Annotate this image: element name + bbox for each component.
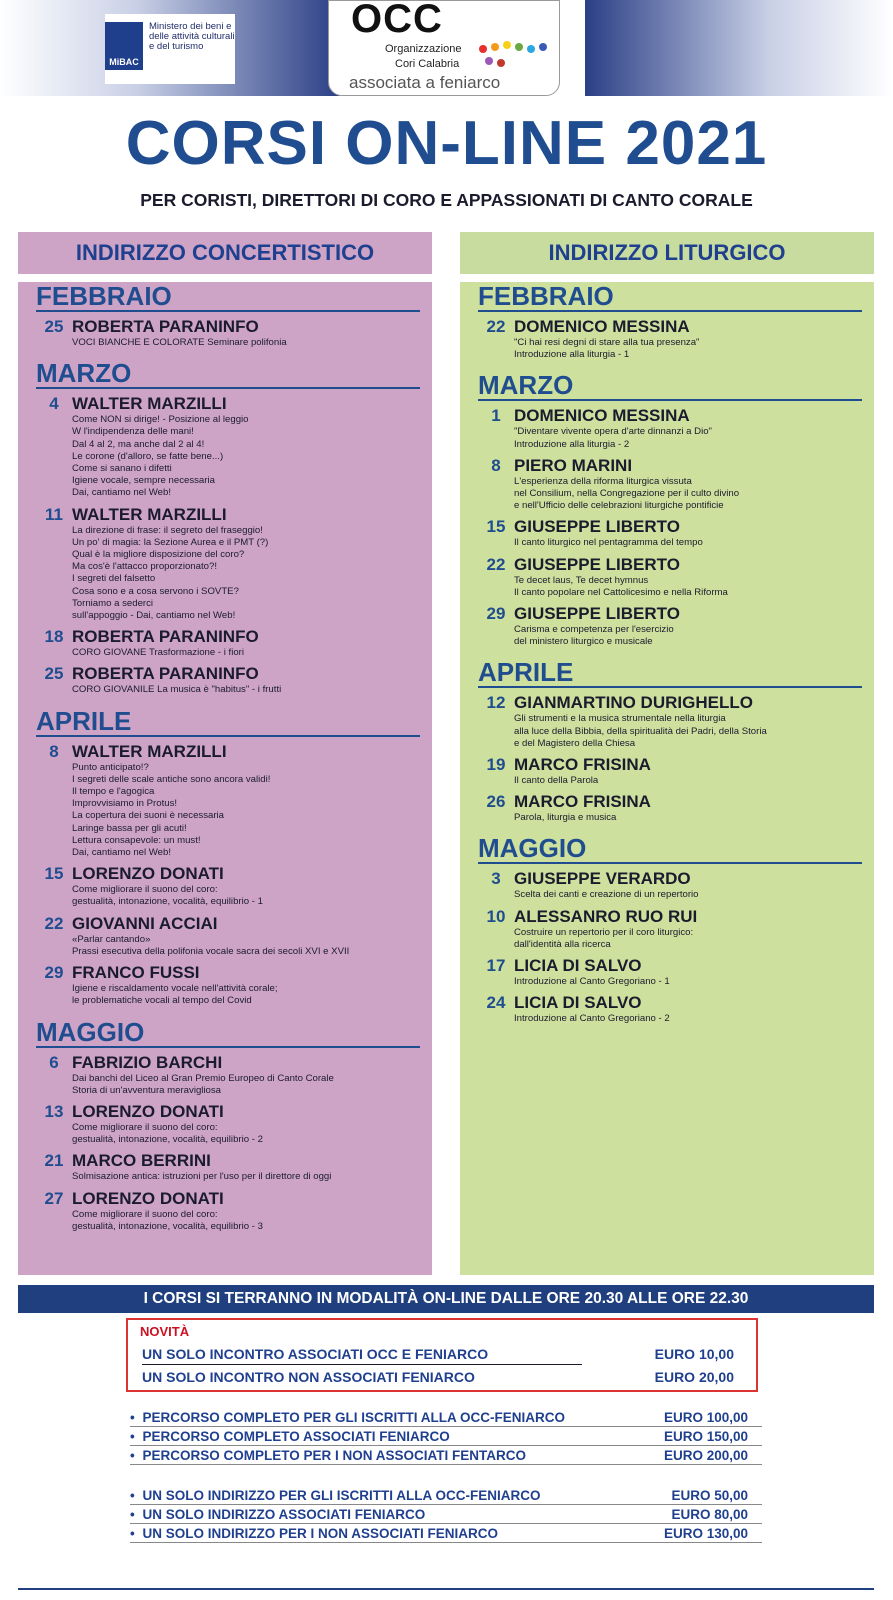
course-description: Come migliorare il suono del coro: gestualità, intonazione, vocalità, equilibrio - 3	[72, 1208, 263, 1232]
course-info	[72, 1151, 420, 1183]
course-day: 25	[44, 317, 64, 336]
novelty-row-text: UN SOLO INCONTRO ASSOCIATI OCC E FENIARCO	[142, 1346, 489, 1362]
logo-dot	[479, 45, 487, 53]
teacher-name: ROBERTA PARANINFO	[72, 627, 259, 647]
course-day: 19	[486, 755, 506, 775]
teacher-name: ROBERTA PARANINFO	[72, 317, 259, 336]
course-info	[514, 604, 862, 648]
course-day: 11	[45, 504, 63, 524]
course-entry	[478, 406, 862, 450]
course-description: Scelta dei canti e creazione di un repertorio	[514, 889, 699, 901]
course-day: 24	[486, 993, 506, 1013]
main-title: CORSI ON-LINE 2021	[125, 109, 768, 178]
course-info	[72, 1189, 420, 1233]
price-amount: EURO 200,00	[663, 1448, 748, 1463]
course-info	[72, 394, 420, 499]
course-day: 13	[44, 1101, 64, 1121]
course-day: 22	[44, 913, 64, 933]
novelty-row-amount: EURO 20,00	[654, 1369, 734, 1385]
course-info	[514, 869, 862, 901]
course-entry	[478, 693, 862, 750]
novelty-row-text: UN SOLO INCONTRO NON ASSOCIATI FENIARCO	[142, 1369, 475, 1385]
course-entry	[36, 1053, 420, 1097]
ministry-name: Ministero dei beni e delle attività culturali e del turismo	[149, 21, 235, 52]
teacher-name: WALTER MARZILLI	[72, 504, 227, 524]
course-info	[514, 555, 862, 599]
course-description: L'esperienza della riforma liturgica vissuta nel Consilium, nella Congregazione per il culto divino e nell'Ufficio delle celebrazioni liturgiche pontificie	[514, 475, 740, 512]
course-entry	[36, 394, 420, 499]
logo-dot	[515, 43, 523, 51]
course-info	[514, 517, 862, 549]
occ-dots-logo	[479, 41, 551, 71]
course-day: 17	[486, 956, 506, 976]
course-day: 8	[491, 455, 501, 475]
course-entry	[478, 792, 862, 824]
liturgy-schedule	[460, 282, 874, 1275]
ministry-logo-box	[105, 14, 235, 84]
mibac-logo: MiBAC	[105, 22, 143, 70]
teacher-name: GIUSEPPE VERARDO	[514, 869, 691, 889]
logo-dot	[527, 45, 535, 53]
course-info	[72, 317, 420, 349]
course-description: "Ci hai resi degni di stare alla tua presenza" Introduzione alla liturgia - 1	[514, 337, 700, 361]
teacher-name: GIANMARTINO DURIGHELLO	[514, 693, 753, 713]
course-info	[514, 406, 862, 450]
course-entry	[478, 604, 862, 648]
bottom-divider	[18, 1588, 874, 1590]
course-day: 26	[486, 792, 506, 812]
concert-column	[18, 232, 432, 1275]
course-day: 25	[44, 664, 64, 684]
course-entry	[36, 963, 420, 1007]
teacher-name: ROBERTA PARANINFO	[72, 664, 259, 684]
course-day: 18	[44, 627, 64, 647]
concert-heading: INDIRIZZO CONCERTISTICO	[18, 232, 432, 274]
price-row	[130, 1448, 762, 1465]
price-amount: EURO 150,00	[663, 1429, 748, 1444]
course-day: 1	[491, 406, 501, 426]
course-info	[72, 864, 420, 908]
logo-dot	[491, 43, 499, 51]
course-info	[72, 627, 420, 659]
course-day: 15	[486, 517, 506, 537]
course-day: 21	[44, 1151, 64, 1171]
month-heading: MARZO	[478, 371, 862, 401]
teacher-name: LORENZO DONATI	[72, 864, 224, 884]
course-description: Come migliorare il suono del coro: gestualità, intonazione, vocalità, equilibrio - 1	[72, 884, 263, 908]
course-entry	[36, 505, 420, 623]
course-description: Il canto della Parola	[514, 775, 599, 787]
course-entry	[478, 517, 862, 549]
teacher-name: WALTER MARZILLI	[72, 394, 227, 414]
course-day: 29	[44, 963, 64, 983]
month-heading: MARZO	[36, 359, 420, 389]
course-entry	[478, 755, 862, 787]
concert-schedule	[18, 282, 432, 1275]
month-heading: MAGGIO	[478, 834, 862, 864]
course-entry	[36, 1102, 420, 1146]
course-description: Punto anticipato!? I segreti delle scale antiche sono ancora validi! Il tempo e l'agogica Improvvisiamo in Protus! La copertura dei suoni è necessaria Laringe bassa per gli acuti! Lettura consapevole: un must! Dai, cantiamo nel Web!	[72, 761, 271, 859]
course-entry	[478, 907, 862, 951]
month-heading: APRILE	[36, 707, 420, 737]
course-day: 29	[486, 604, 506, 624]
subtitle: PER CORISTI, DIRETTORI DI CORO E APPASSIONATI DI CANTO CORALE	[140, 190, 753, 210]
liturgy-heading: INDIRIZZO LITURGICO	[460, 232, 874, 274]
course-description: Igiene e riscaldamento vocale nell'attività corale; le problematiche vocali al tempo del Covid	[72, 983, 278, 1007]
novelty-row-amount: EURO 10,00	[654, 1346, 734, 1362]
schedule-banner: I CORSI SI TERRANNO IN MODALITÀ ON-LINE DALLE ORE 20.30 ALLE ORE 22.30	[18, 1285, 874, 1313]
course-description: Come migliorare il suono del coro: gestualità, intonazione, vocalità, equilibrio - 2	[72, 1121, 263, 1146]
teacher-name: DOMENICO MESSINA	[514, 317, 690, 336]
course-description: Carisma e competenza per l'esercizio del ministero liturgico e musicale	[514, 624, 674, 648]
teacher-name: GIUSEPPE LIBERTO	[514, 517, 680, 537]
teacher-name: WALTER MARZILLI	[72, 741, 227, 761]
price-row	[130, 1429, 762, 1446]
course-description: Come NON si dirige! - Posizione al leggio W l'indipendenza delle mani! Dal 4 al 2, ma anche dal 2 al 4! Le corone (d'alloro, se fatte bene...) Come si sanano i difetti Igiene vocale, sempre necessaria Dai, cantiamo nel Web!	[72, 414, 249, 499]
course-description: Costruire un repertorio per il coro liturgico: dall'identità alla ricerca	[514, 926, 694, 950]
course-description: Introduzione al Canto Gregoriano - 1	[514, 976, 670, 988]
course-info	[72, 664, 420, 696]
course-description: Te decet laus, Te decet hymnus Il canto popolare nel Cattolicesimo e nella Riforma	[514, 574, 728, 598]
month-heading: FEBBRAIO	[478, 282, 862, 312]
course-description: Introduzione al Canto Gregoriano - 2	[514, 1013, 670, 1025]
course-description: Gli strumenti e la musica strumentale nella liturgia alla luce della Bibbia, della spiritualità dei Padri, della Storia e del Magistero della Chiesa	[514, 713, 767, 749]
course-entry	[36, 664, 420, 696]
novelty-label: NOVITÀ	[140, 1324, 190, 1339]
course-description: Solmisazione antica: istruzioni per l'uso per il direttore di oggi	[72, 1171, 332, 1183]
price-text: PERCORSO COMPLETO ASSOCIATI FENIARCO	[142, 1429, 450, 1444]
price-row	[130, 1410, 762, 1427]
course-entry	[478, 993, 862, 1025]
teacher-name: MARCO FRISINA	[514, 755, 651, 775]
month-heading: MAGGIO	[36, 1018, 420, 1048]
teacher-name: MARCO FRISINA	[514, 792, 651, 812]
course-info	[72, 914, 420, 958]
course-info	[72, 505, 420, 623]
header-band-right	[585, 0, 893, 96]
occ-title: OCC	[351, 0, 443, 41]
price-amount: EURO 80,00	[671, 1507, 748, 1522]
course-description: La direzione di frase: il segreto del fraseggio! Un po' di magia: la Sezione Aurea e il PMT (?) Qual è la migliore disposizione del coro? Ma cos'è l'attacco proporzionato?! I segreti del falsetto Cosa sono e a cosa servono i SOVTE? Torniamo a sederci sull'appoggio - Dai, cantiamo nel Web!	[72, 524, 269, 622]
course-day: 8	[49, 741, 59, 761]
teacher-name: GIUSEPPE LIBERTO	[514, 554, 680, 574]
course-info	[514, 693, 862, 750]
course-entry	[36, 1151, 420, 1183]
course-day: 6	[49, 1052, 59, 1072]
course-info	[514, 755, 862, 787]
price-text: UN SOLO INDIRIZZO ASSOCIATI FENIARCO	[142, 1507, 426, 1522]
price-text: PERCORSO COMPLETO PER GLI ISCRITTI ALLA OCC-FENIARCO	[142, 1410, 566, 1425]
course-description: CORO GIOVANE Trasformazione - i fiori	[72, 647, 245, 659]
course-day: 12	[486, 693, 506, 713]
course-description: Dai banchi del Liceo al Gran Premio Europeo di Canto Corale Storia di un'avventura meravigliosa	[72, 1072, 334, 1096]
course-info	[72, 742, 420, 860]
course-description: CORO GIOVANILE La musica è "habitus" - i frutti	[72, 684, 282, 696]
teacher-name: LORENZO DONATI	[72, 1101, 224, 1121]
course-entry	[36, 317, 420, 349]
course-info	[514, 317, 862, 361]
course-day: 15	[44, 864, 64, 884]
occ-line2: Cori Calabria	[395, 58, 460, 70]
course-description: «Parlar cantando» Prassi esecutiva della polifonia vocale sacra dei secoli XVI e XVII	[72, 933, 350, 957]
teacher-name: ALESSANRO RUO RUI	[514, 906, 698, 926]
course-info	[514, 907, 862, 951]
course-description: VOCI BIANCHE E COLORATE Seminare polifonia	[72, 337, 287, 348]
course-entry	[36, 914, 420, 958]
logo-dot	[485, 57, 493, 65]
course-info	[72, 963, 420, 1007]
price-amount: EURO 50,00	[671, 1488, 748, 1503]
row-underline	[142, 1364, 582, 1365]
occ-logo-box	[328, 0, 560, 96]
course-info	[72, 1053, 420, 1097]
teacher-name: FRANCO FUSSI	[72, 963, 200, 983]
occ-associated: associata a feniarco	[349, 73, 501, 92]
course-entry	[36, 627, 420, 659]
logo-dot	[497, 59, 505, 67]
teacher-name: GIOVANNI ACCIAI	[72, 913, 218, 933]
teacher-name: LICIA DI SALVO	[514, 993, 642, 1013]
month-heading: APRILE	[478, 658, 862, 688]
price-row	[130, 1488, 762, 1505]
course-entry	[478, 456, 862, 513]
liturgy-column	[460, 232, 874, 1275]
course-description: Il canto liturgico nel pentagramma del tempo	[514, 537, 703, 549]
course-description: Parola, liturgia e musica	[514, 812, 617, 824]
course-day: 27	[44, 1188, 64, 1208]
month-heading: FEBBRAIO	[36, 282, 420, 312]
novelty-row	[142, 1369, 744, 1385]
price-text: UN SOLO INDIRIZZO PER I NON ASSOCIATI FENIARCO	[142, 1526, 499, 1541]
teacher-name: DOMENICO MESSINA	[514, 406, 690, 426]
course-entry	[36, 742, 420, 860]
logo-dot	[503, 41, 511, 49]
novelty-box	[126, 1318, 758, 1392]
course-entry	[478, 555, 862, 599]
price-text: PERCORSO COMPLETO PER I NON ASSOCIATI FENTARCO	[142, 1448, 527, 1463]
course-info	[514, 792, 862, 824]
course-day: 22	[486, 317, 506, 336]
course-day: 22	[486, 554, 506, 574]
price-amount: EURO 130,00	[663, 1526, 748, 1541]
course-info	[72, 1102, 420, 1146]
course-day: 10	[486, 906, 506, 926]
occ-line1: Organizzazione	[385, 43, 462, 55]
teacher-name: LICIA DI SALVO	[514, 956, 642, 976]
course-day: 3	[491, 869, 501, 889]
novelty-row	[142, 1346, 744, 1362]
teacher-name: GIUSEPPE LIBERTO	[514, 604, 680, 624]
price-text: UN SOLO INDIRIZZO PER GLI ISCRITTI ALLA OCC-FENIARCO	[142, 1488, 541, 1503]
teacher-name: MARCO BERRINI	[72, 1151, 211, 1171]
course-info	[514, 993, 862, 1025]
course-entry	[478, 956, 862, 988]
teacher-name: FABRIZIO BARCHI	[72, 1052, 223, 1072]
price-row	[130, 1526, 762, 1543]
course-description: "Diventare vivente opera d'arte dinnanzi a Dio" Introduzione alla liturgia - 2	[514, 426, 712, 450]
price-amount: EURO 100,00	[663, 1410, 748, 1425]
course-day: 4	[49, 394, 59, 414]
course-info	[514, 456, 862, 513]
teacher-name: LORENZO DONATI	[72, 1188, 224, 1208]
course-entry	[36, 864, 420, 908]
teacher-name: PIERO MARINI	[514, 455, 633, 475]
course-info	[514, 956, 862, 988]
price-row	[130, 1507, 762, 1524]
course-entry	[478, 869, 862, 901]
course-entry	[36, 1189, 420, 1233]
course-entry	[478, 317, 862, 361]
logo-dot	[539, 43, 547, 51]
